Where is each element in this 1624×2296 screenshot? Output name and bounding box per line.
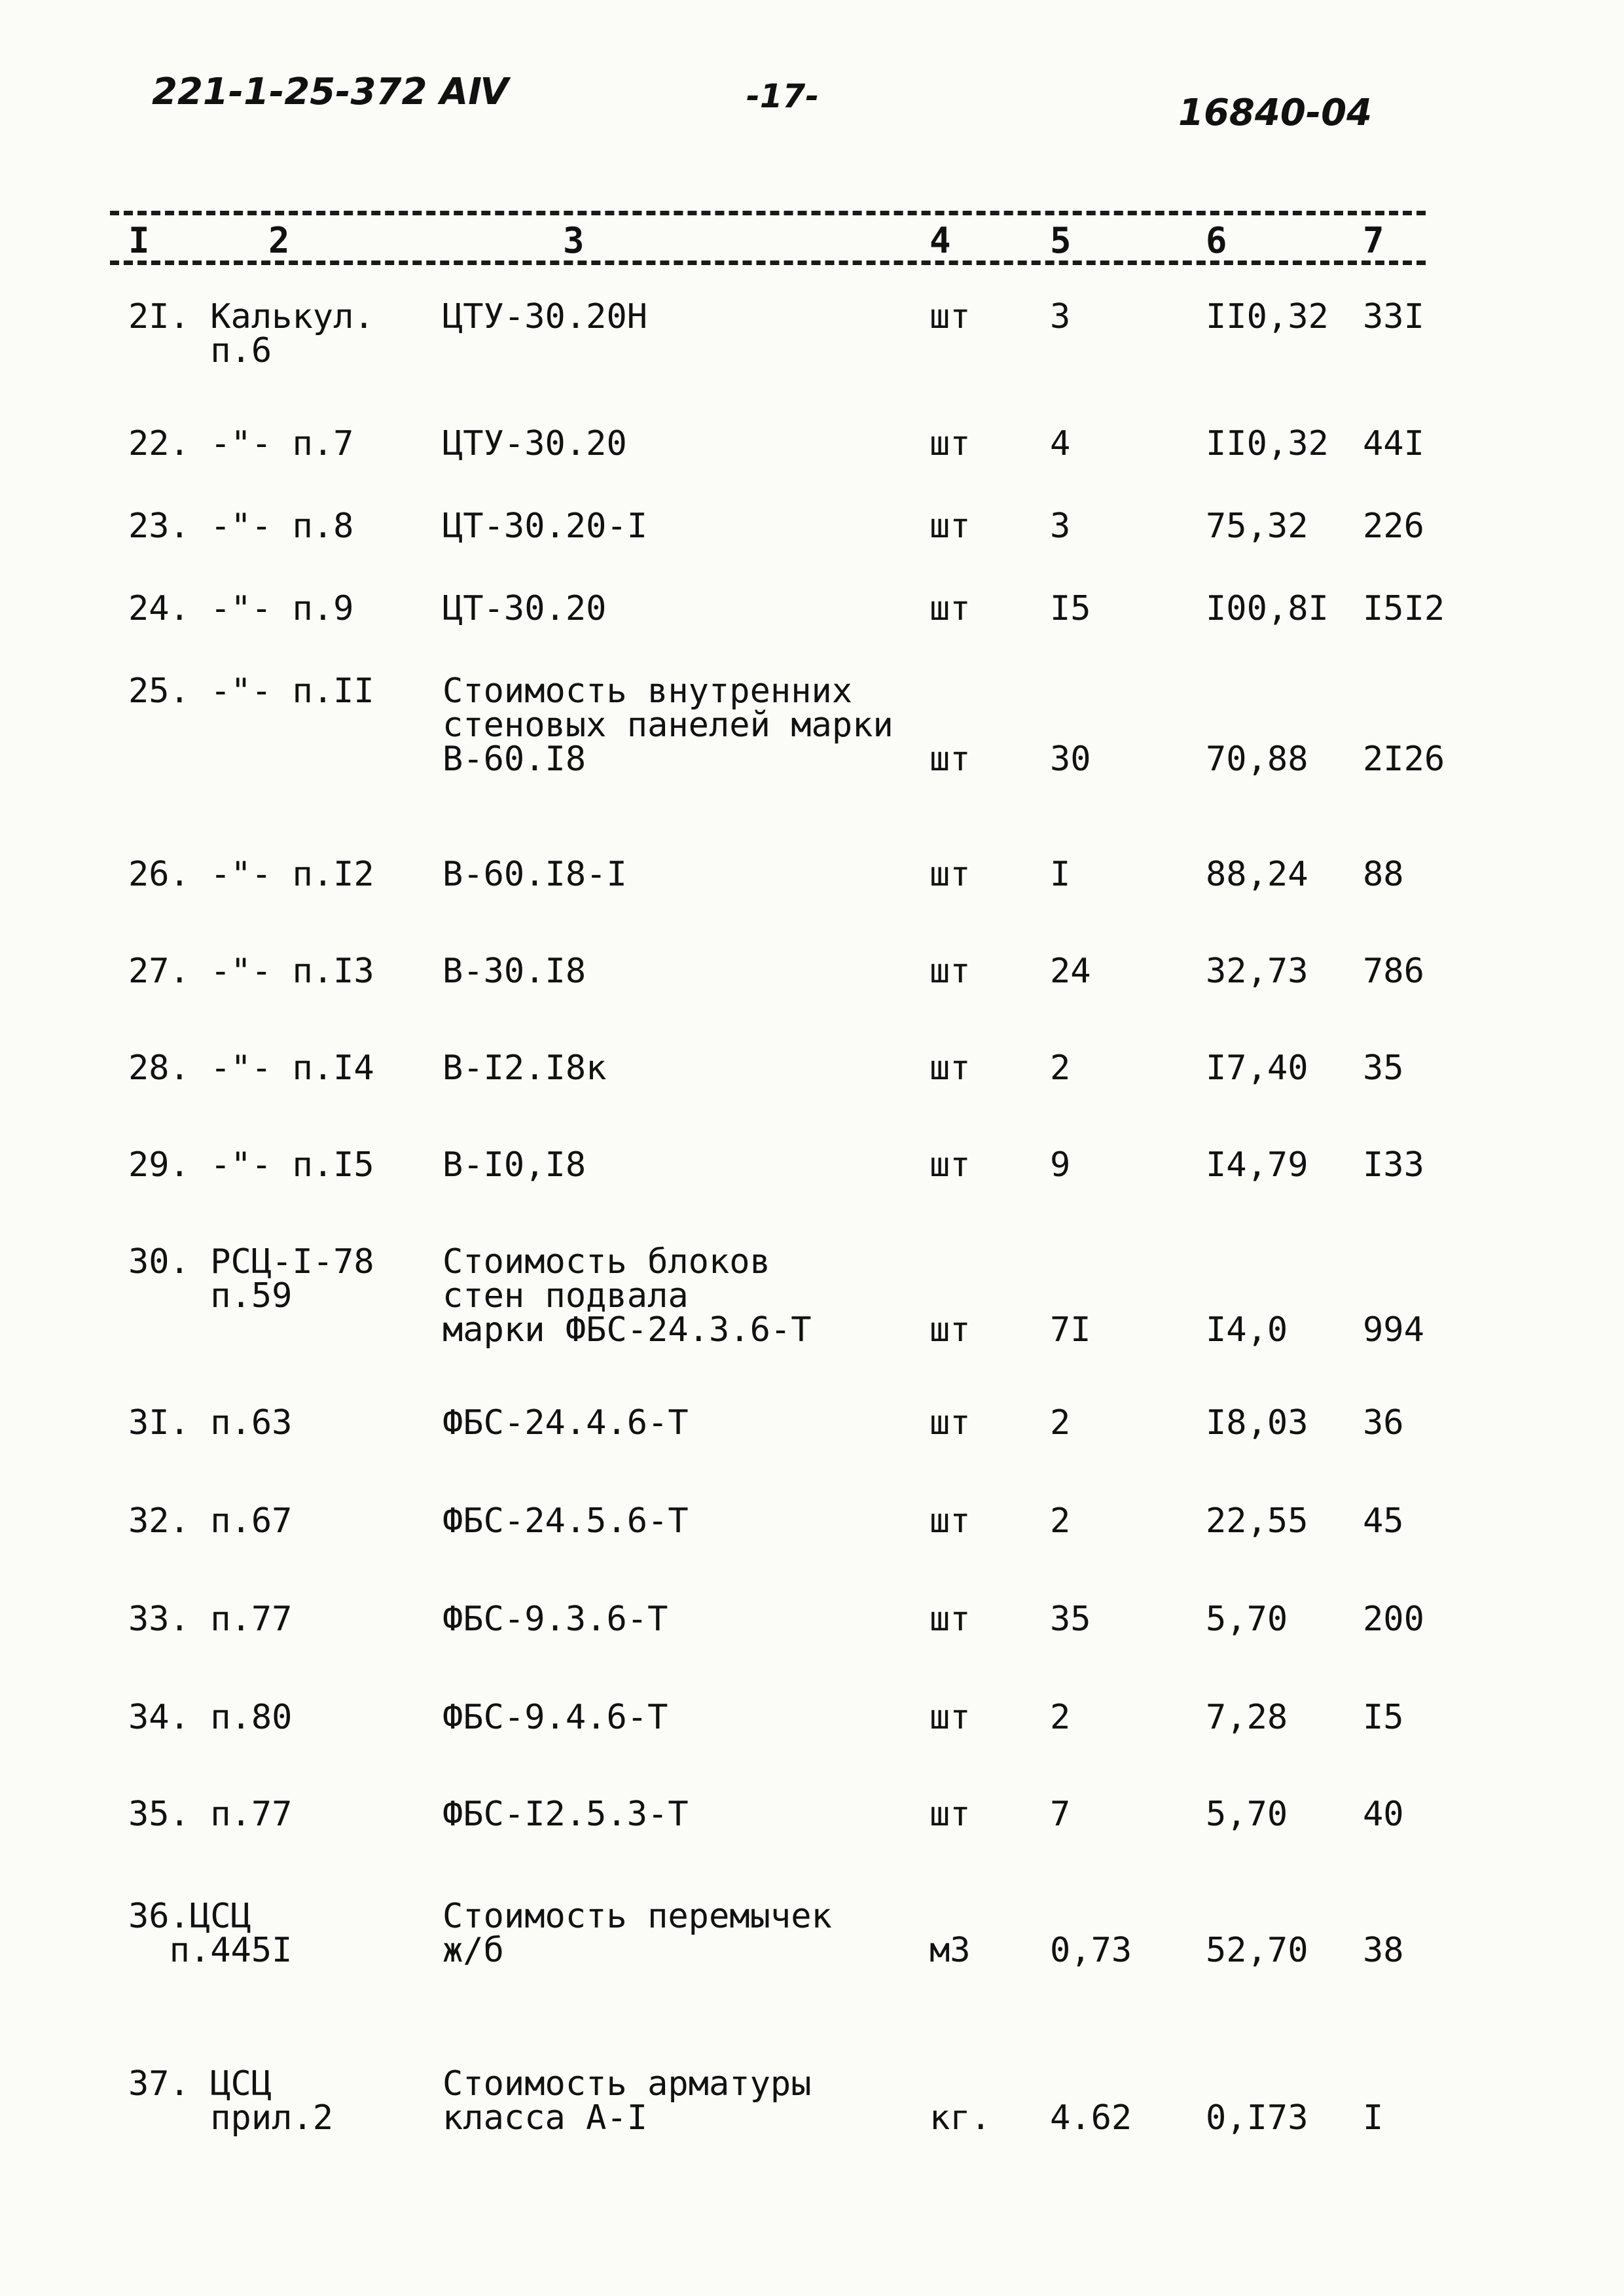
row-quantity: 9	[1050, 1145, 1071, 1185]
row-unit: кг.	[929, 2098, 991, 2138]
row-unit-price: I8,03	[1206, 1403, 1308, 1443]
row-reference-line: 32. п.67	[128, 1501, 293, 1541]
row-unit-price: II0,32	[1206, 424, 1329, 463]
row-description-line: В-30.I8	[442, 952, 586, 991]
row-reference-line: 24. -"- п.9	[128, 589, 354, 628]
row-unit: шт	[929, 424, 971, 463]
row-quantity: 4.62	[1050, 2098, 1132, 2138]
row-total: 2I26	[1363, 740, 1445, 779]
row-reference-line: 26. -"- п.I2	[128, 855, 374, 894]
row-reference-line: 37. ЦСЦ	[128, 2064, 272, 2104]
row-unit: шт	[929, 952, 971, 991]
row-reference-line: 27. -"- п.I3	[128, 952, 374, 991]
row-reference-line: 35. п.77	[128, 1795, 293, 1834]
row-quantity: 24	[1050, 952, 1091, 991]
row-description-line: В-I0,I8	[442, 1145, 586, 1185]
row-description-line: Стоимость блоков	[442, 1242, 770, 1282]
row-unit-price: 75,32	[1206, 507, 1308, 546]
row-reference-line: 30. РСЦ-I-78	[128, 1242, 374, 1282]
row-unit: шт	[929, 507, 971, 546]
row-unit-price: 52,70	[1206, 1931, 1308, 1970]
row-description-line: В-60.I8	[442, 740, 586, 779]
row-description-line: стен подвала	[442, 1276, 689, 1316]
row-description-line: ЦТУ-30.20	[442, 424, 627, 463]
row-unit-price: I4,79	[1206, 1145, 1308, 1185]
row-total: 88	[1363, 855, 1404, 894]
row-quantity: 7	[1050, 1795, 1071, 1834]
row-unit-price: 70,88	[1206, 740, 1308, 779]
row-total: I	[1363, 2098, 1384, 2138]
row-total: 40	[1363, 1795, 1404, 1834]
row-total: 33I	[1363, 297, 1424, 336]
row-unit-price: 5,70	[1206, 1600, 1288, 1639]
row-description-line: ж/б	[442, 1931, 504, 1970]
row-unit: шт	[929, 1145, 971, 1185]
row-quantity: 3	[1050, 507, 1071, 546]
row-description-line: В-I2.I8к	[442, 1049, 607, 1088]
row-unit: шт	[929, 740, 971, 779]
row-description-line: ФБС-9.4.6-Т	[442, 1698, 668, 1737]
row-reference-line: 25. -"- п.II	[128, 672, 374, 711]
row-reference-line: 36.ЦСЦ	[128, 1897, 251, 1936]
row-unit-price: 7,28	[1206, 1698, 1288, 1737]
row-description-line: ФБС-24.5.6-Т	[442, 1501, 689, 1541]
page-number: -17-	[746, 77, 820, 115]
row-quantity: 2	[1050, 1049, 1071, 1088]
row-total: 36	[1363, 1403, 1404, 1443]
row-reference-line: 29. -"- п.I5	[128, 1145, 374, 1185]
row-quantity: I5	[1050, 589, 1091, 628]
row-unit: шт	[929, 1310, 971, 1350]
row-description-line: ФБС-24.4.6-Т	[442, 1403, 689, 1443]
row-unit-price: I00,8I	[1206, 589, 1329, 628]
row-unit: шт	[929, 1600, 971, 1639]
column-header-2: 2	[268, 220, 290, 261]
row-total: 994	[1363, 1310, 1424, 1350]
row-unit: шт	[929, 1698, 971, 1737]
row-reference-line: 22. -"- п.7	[128, 424, 354, 463]
document-code: 221-1-25-372 АⅣ	[152, 71, 509, 113]
row-description-line: ЦТ-30.20-I	[442, 507, 648, 546]
row-total: I5	[1363, 1698, 1404, 1737]
row-total: 786	[1363, 952, 1424, 991]
row-reference-line: 23. -"- п.8	[128, 507, 354, 546]
row-total: 38	[1363, 1931, 1404, 1970]
row-quantity: 2	[1050, 1403, 1071, 1443]
row-total: 226	[1363, 507, 1424, 546]
row-description-line: ФБС-9.3.6-Т	[442, 1600, 668, 1639]
column-header-5: 5	[1050, 220, 1072, 261]
row-unit: шт	[929, 297, 971, 336]
row-total: 45	[1363, 1501, 1404, 1541]
row-total: 200	[1363, 1600, 1424, 1639]
row-description-line: ЦТ-30.20	[442, 589, 607, 628]
row-reference-line: 3I. п.63	[128, 1403, 293, 1443]
row-unit: шт	[929, 589, 971, 628]
row-description-line: Стоимость арматуры	[442, 2064, 812, 2104]
document-number: 16840-04	[1178, 92, 1372, 134]
row-reference-line: п.6	[128, 331, 272, 370]
row-quantity: 35	[1050, 1600, 1091, 1639]
row-reference-line: п.445I	[128, 1931, 293, 1970]
row-quantity: I	[1050, 855, 1071, 894]
row-description-line: марки ФБС-24.3.6-Т	[442, 1310, 812, 1350]
row-reference-line: 33. п.77	[128, 1600, 293, 1639]
row-unit-price: 5,70	[1206, 1795, 1288, 1834]
row-description-line: ФБС-I2.5.3-Т	[442, 1795, 689, 1834]
row-quantity: 3	[1050, 297, 1071, 336]
row-unit: шт	[929, 1501, 971, 1541]
row-total: 35	[1363, 1049, 1404, 1088]
row-unit-price: II0,32	[1206, 297, 1329, 336]
row-unit: м3	[929, 1931, 971, 1970]
row-description-line: Стоимость внутренних	[442, 672, 853, 711]
row-unit-price: 22,55	[1206, 1501, 1308, 1541]
row-unit: шт	[929, 855, 971, 894]
row-description-line: стеновых панелей марки	[442, 706, 893, 745]
row-unit-price: 0,I73	[1206, 2098, 1308, 2138]
column-header-4: 4	[929, 220, 951, 261]
column-header-6: 6	[1206, 220, 1227, 261]
column-header-3: 3	[563, 220, 585, 261]
row-reference-line: п.59	[128, 1276, 293, 1316]
row-unit-price: 32,73	[1206, 952, 1308, 991]
row-description-line: Стоимость перемычек	[442, 1897, 832, 1936]
row-unit-price: I7,40	[1206, 1049, 1308, 1088]
row-quantity: 2	[1050, 1698, 1071, 1737]
row-description-line: ЦТУ-30.20Н	[442, 297, 648, 336]
row-reference-line: 2I. Калькул.	[128, 297, 374, 336]
row-quantity: 7I	[1050, 1310, 1091, 1350]
row-total: I5I2	[1363, 589, 1445, 628]
column-header-7: 7	[1363, 220, 1384, 261]
row-total: I33	[1363, 1145, 1424, 1185]
row-quantity: 2	[1050, 1501, 1071, 1541]
row-quantity: 4	[1050, 424, 1071, 463]
row-description-line: В-60.I8-I	[442, 855, 627, 894]
row-unit: шт	[929, 1403, 971, 1443]
row-total: 44I	[1363, 424, 1424, 463]
row-unit-price: I4,0	[1206, 1310, 1288, 1350]
row-description-line: класса А-I	[442, 2098, 648, 2138]
row-reference-line: 34. п.80	[128, 1698, 293, 1737]
row-quantity: 30	[1050, 740, 1091, 779]
row-unit: шт	[929, 1049, 971, 1088]
row-quantity: 0,73	[1050, 1931, 1132, 1970]
row-unit: шт	[929, 1795, 971, 1834]
row-unit-price: 88,24	[1206, 855, 1308, 894]
row-reference-line: прил.2	[128, 2098, 334, 2138]
row-reference-line: 28. -"- п.I4	[128, 1049, 374, 1088]
column-header-1: I	[128, 220, 150, 261]
